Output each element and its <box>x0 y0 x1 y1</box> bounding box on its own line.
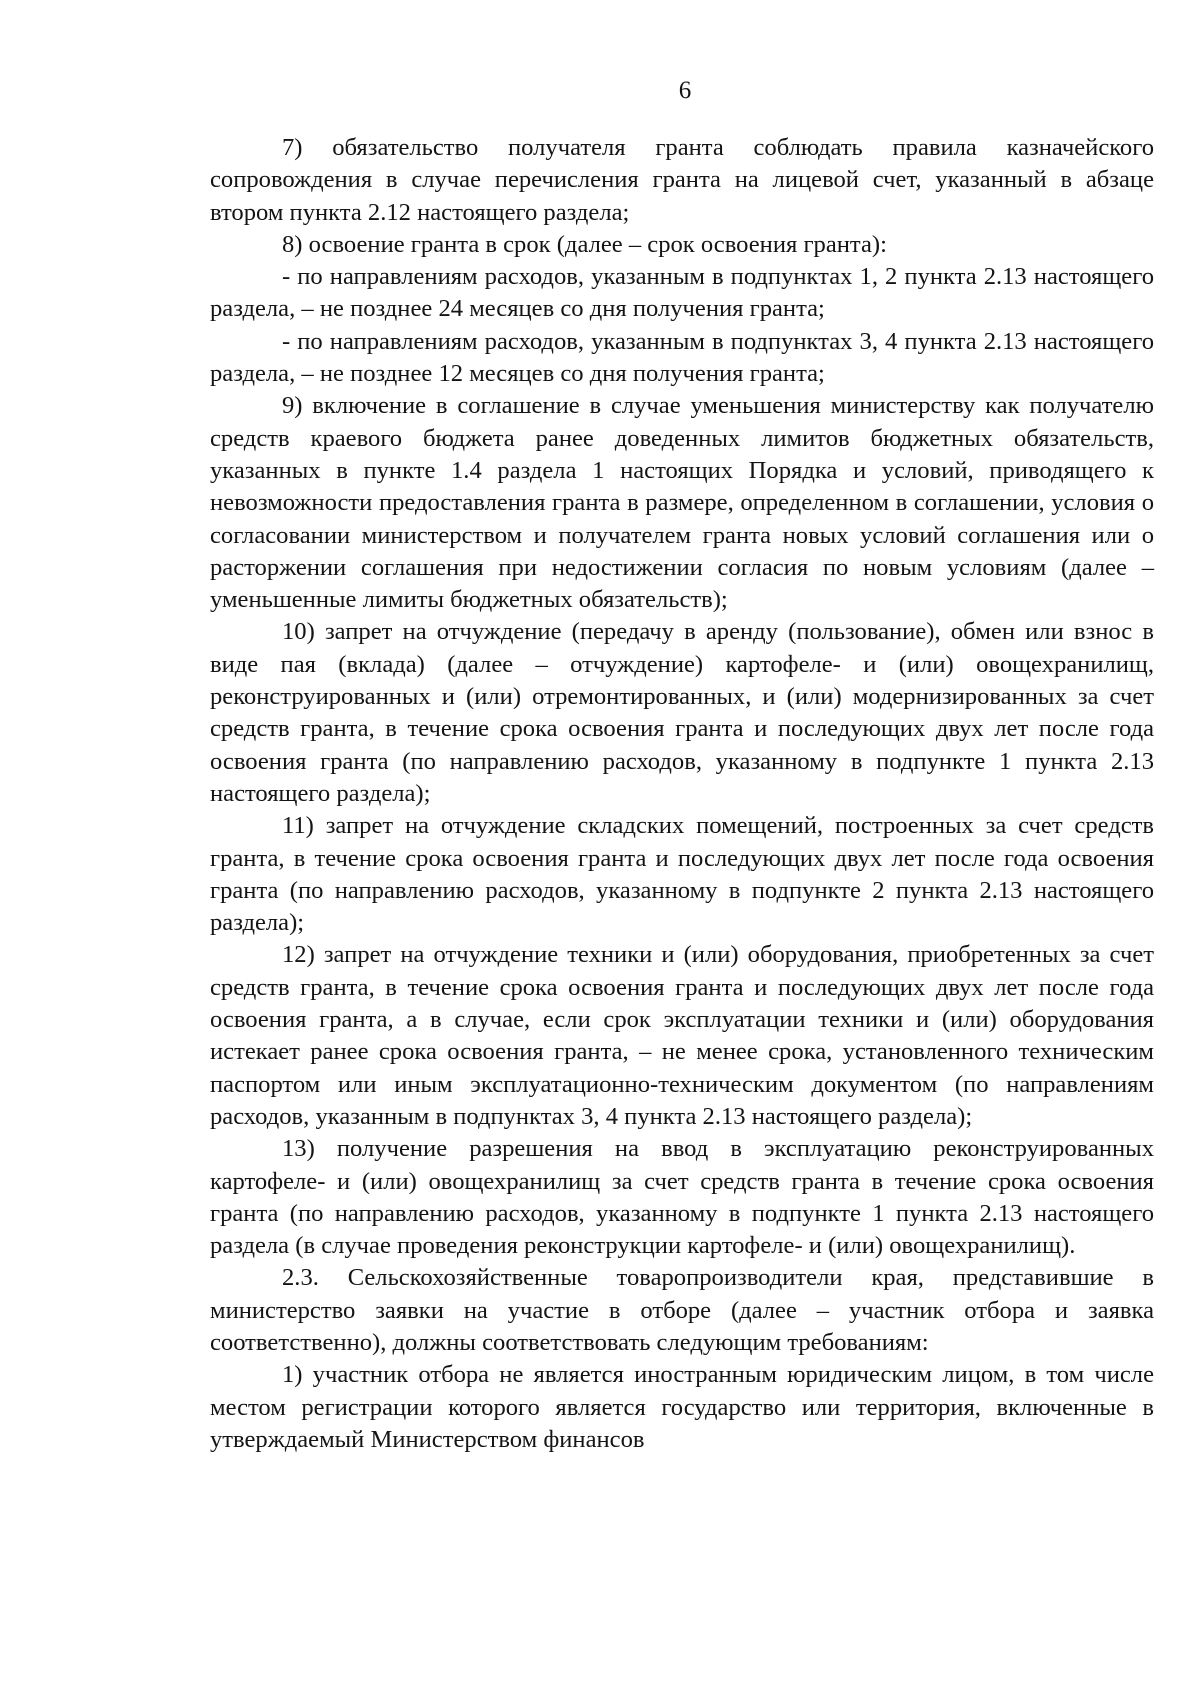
paragraph-item-10: 10) запрет на отчуждение (передачу в аренду (пользование), обмен или взнос в виде пая (вклада) (далее – отчуждение) картофеле- и (или) овощехранилищ, реконструированных и (или) отремонтированных, и (или) модернизированных за счет средств гранта, в течение срока освоения гранта и последующих двух лет после года освоения гранта (по направлению расходов, указанному в подпункте 1 пункта 2.13 настоящего раздела); <box>210 618 1154 807</box>
paragraph-item-13: 13) получение разрешения на ввод в эксплуатацию реконструированных картофеле- и (или) овощехранилищ за счет средств гранта в течение срока освоения гранта (по направлению расходов, указанному в подпункте 1 пункта 2.13 настоящего раздела (в случае проведения реконструкции картофеле- и (или) овощехранилищ). <box>210 1135 1154 1260</box>
paragraph-item-8-sub-1: - по направлениям расходов, указанным в подпунктах 1, 2 пункта 2.13 настоящего раздела, – не позднее 24 месяцев со дня получения гранта; <box>210 263 1154 323</box>
paragraph-item-12: 12) запрет на отчуждение техники и (или) оборудования, приобретенных за счет средств гранта, в течение срока освоения гранта и последующих двух лет после года освоения гранта, а в случае, если срок эксплуатации техники и (или) оборудования истекает ранее срока освоения гранта, – не менее срока, установленного техническим паспортом или иным эксплуатационно-техническим документом (по направлениям расходов, указанным в подпунктах 3, 4 пункта 2.13 настоящего раздела); <box>210 941 1154 1130</box>
paragraph-item-8: 8) освоение гранта в срок (далее – срок освоения гранта): <box>282 230 887 258</box>
paragraph-item-11: 11) запрет на отчуждение складских помещений, построенных за счет средств гранта, в течение срока освоения гранта и последующих двух лет после года освоения гранта (по направлению расходов, указанному в подпункте 2 пункта 2.13 настоящего раздела); <box>210 812 1154 937</box>
paragraph-item-7: 7) обязательство получателя гранта соблюдать правила казначейского сопровождения в случае перечисления гранта на лицевой счет, указанный в абзаце втором пункта 2.12 настоящего раздела; <box>210 134 1154 226</box>
paragraph-item-9: 9) включение в соглашение в случае уменьшения министерству как получателю средств краевого бюджета ранее доведенных лимитов бюджетных обязательств, указанных в пункте 1.4 раздела 1 настоящих Порядка и условий, приводящего к невозможности предоставления гранта в размере, определенном в соглашении, условия о согласовании министерством и получателем гранта новых условий соглашения или о расторжении соглашения при недостижении согласия по новым условиям (далее – уменьшенные лимиты бюджетных обязательств); <box>210 392 1154 614</box>
page-number: 6 <box>678 77 692 104</box>
document-body <box>210 132 1154 1456</box>
paragraph-item-8-sub-2: - по направлениям расходов, указанным в подпунктах 3, 4 пункта 2.13 настоящего раздела, – не позднее 12 месяцев со дня получения гранта; <box>210 327 1154 388</box>
paragraph-section-2-3: 2.3. Сельскохозяйственные товаропроизводители края, представившие в министерство заявки на участие в отборе (далее – участник отбора и заявка соответственно), должны соответствовать следующим требованиям: <box>210 1264 1154 1356</box>
paragraph-requirement-1: 1) участник отбора не является иностранным юридическим лицом, в том числе местом регистрации которого является государство или территория, включенные в утверждаемый Министерством финансов <box>210 1361 1154 1453</box>
